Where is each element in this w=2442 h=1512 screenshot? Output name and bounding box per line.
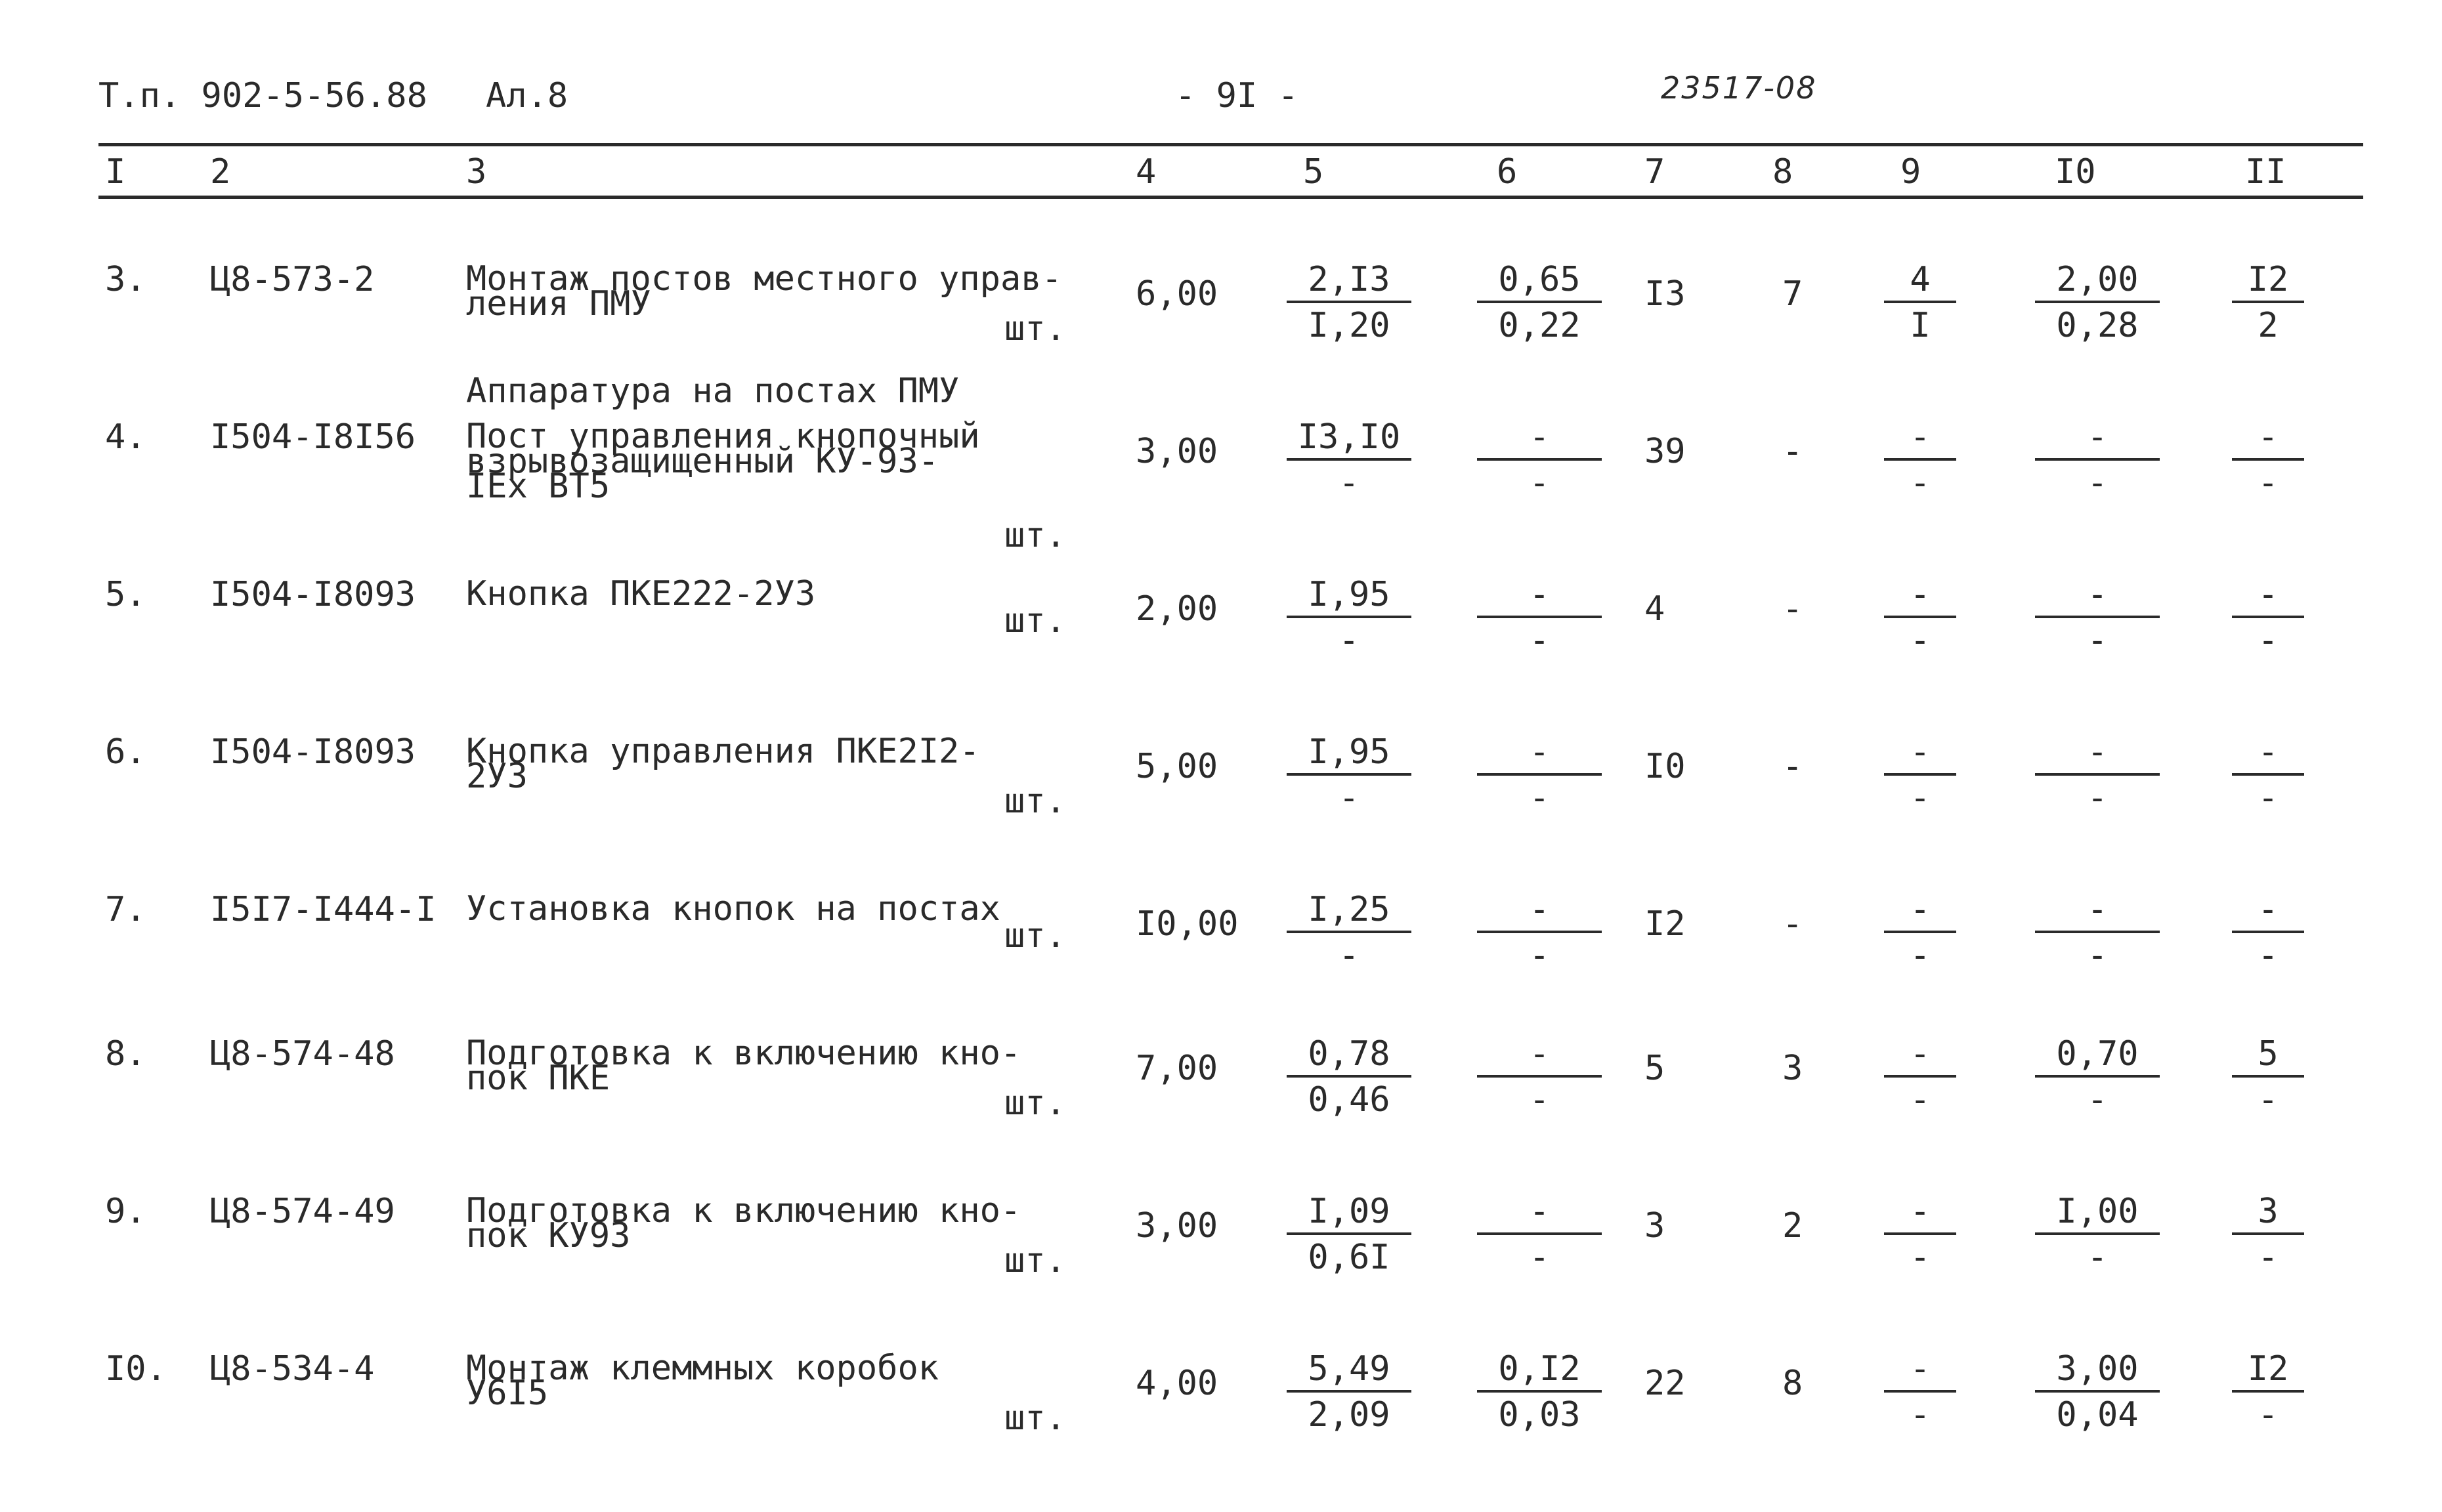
c5-numerator: 2,I3 [1287,262,1411,303]
col8-value: 2 [1782,1206,1803,1246]
col7-value: I2 [1644,904,1686,944]
c10-fraction [2035,1349,2160,1435]
c9-fraction [1884,1349,1956,1435]
c5-fraction [1287,1194,1411,1277]
c9-fraction [1884,1034,1956,1120]
row-number: 8. [105,1034,146,1074]
c11-numerator: 5 [2232,1037,2304,1078]
row-number: 7. [105,890,146,929]
c11-denominator: 2 [2258,306,2279,345]
col8-value: 7 [1782,274,1803,314]
work-description: Установка кнопок на постах [466,889,1000,929]
c6-denominator: - [1529,621,1550,660]
unit-label: шт. [1004,1398,1066,1438]
norm-code: I504-I8093 [210,575,416,614]
c6-denominator: - [1529,463,1550,503]
col-header-2: 2 [210,152,231,192]
work-description: Подготовка к включению кно- пок ПКЕ [466,1034,1021,1098]
section-heading: Аппаратура на постах ПМУ [466,371,960,411]
norm-code: I5I7-I444-I [210,890,437,929]
c11-numerator: 3 [2232,1194,2304,1235]
unit-label: шт. [1004,916,1066,956]
col-header-4: 4 [1136,152,1157,192]
header-top-rule [98,143,2363,146]
c11-fraction [2232,575,2304,660]
c9-numerator: - [1884,735,1956,776]
c11-fraction [2232,262,2304,345]
c6-denominator: - [1529,1238,1550,1277]
col8-value: - [1782,747,1803,786]
col-header-10: I0 [2055,152,2096,192]
header-bottom-rule [98,196,2363,199]
table-row [0,889,2442,1050]
c9-numerator: - [1884,1037,1956,1078]
c5-numerator: I,95 [1287,735,1411,776]
c9-denominator: I [1910,306,1931,345]
c5-denominator: - [1339,463,1360,503]
quantity: 2,00 [1136,589,1218,629]
col-header-1: I [105,152,126,192]
row-number: 5. [105,575,146,614]
work-description: Подготовка к включению кно- пок КУ93 [466,1191,1021,1255]
page-number: - 9I - [1175,76,1298,116]
quantity: 3,00 [1136,1206,1218,1246]
c5-denominator: 0,6I [1308,1238,1390,1277]
c10-fraction [2035,575,2160,660]
c6-numerator: - [1477,735,1602,776]
table-row [0,371,2442,578]
table-row [0,1191,2442,1352]
norm-code: Ц8-574-48 [210,1034,395,1074]
col-header-3: 3 [466,152,487,192]
col7-value: 22 [1644,1364,1686,1403]
c6-numerator: - [1477,420,1602,461]
c10-denominator: - [2087,1080,2108,1120]
album-label: Ал.8 [486,76,568,116]
c10-numerator: 2,00 [2035,262,2160,303]
c6-numerator: - [1477,1037,1602,1078]
c10-fraction [2035,1194,2160,1277]
c5-numerator: 0,78 [1287,1037,1411,1078]
c10-denominator: 0,04 [2056,1395,2139,1435]
unit-label: шт. [1004,1241,1066,1280]
c6-denominator: - [1529,1080,1550,1120]
c10-numerator: - [2035,735,2160,776]
stamp-number: 23517-08 [1661,70,1817,106]
table-row [0,1034,2442,1194]
c10-fraction [2035,732,2160,818]
c9-numerator: - [1884,892,1956,933]
c6-denominator: - [1529,778,1550,818]
c6-fraction [1477,1194,1602,1277]
quantity: 3,00 [1136,432,1218,471]
col7-value: I0 [1644,747,1686,786]
c10-numerator: 3,00 [2035,1352,2160,1393]
work-description: Кнопка управления ПКЕ2I2- 2У3 [466,732,980,796]
c11-denominator: - [2258,936,2279,975]
col-header-11: II [2245,152,2286,192]
table-row [0,259,2442,420]
c11-denominator: - [2258,1238,2279,1277]
c11-fraction [2232,1194,2304,1277]
c5-denominator: - [1339,936,1360,975]
c6-fraction [1477,732,1602,818]
unit-label: шт. [1004,309,1066,348]
c6-fraction [1477,262,1602,345]
c11-numerator: - [2232,420,2304,461]
c9-fraction [1884,575,1956,660]
col8-value: - [1782,432,1803,471]
c10-numerator: 0,70 [2035,1037,2160,1078]
c9-denominator: - [1910,1080,1931,1120]
work-description: Кнопка ПКЕ222-2У3 [466,574,816,614]
c5-numerator: I,09 [1287,1194,1411,1235]
quantity: 5,00 [1136,747,1218,786]
c11-denominator: - [2258,778,2279,818]
unit-label: шт. [1004,1083,1066,1123]
c5-fraction [1287,417,1411,503]
c5-fraction [1287,892,1411,975]
c11-numerator: I2 [2232,262,2304,303]
c6-fraction [1477,417,1602,503]
c9-denominator: - [1910,778,1931,818]
c6-fraction [1477,575,1602,660]
c10-denominator: - [2087,1238,2108,1277]
col8-value: - [1782,589,1803,629]
c11-denominator: - [2258,463,2279,503]
unit-label: шт. [1004,516,1066,555]
c5-denominator: - [1339,778,1360,818]
c5-numerator: I,95 [1287,578,1411,618]
row-number: 6. [105,732,146,772]
c9-numerator: 4 [1884,262,1956,303]
quantity: 6,00 [1136,274,1218,314]
c10-denominator: - [2087,778,2108,818]
c9-fraction [1884,892,1956,975]
c11-denominator: - [2258,1395,2279,1435]
c9-denominator: - [1910,1395,1931,1435]
c9-denominator: - [1910,463,1931,503]
c5-numerator: I,25 [1287,892,1411,933]
c5-denominator: I,20 [1308,306,1390,345]
c10-denominator: 0,28 [2056,306,2139,345]
row-number: I0. [105,1349,167,1389]
c6-denominator: 0,22 [1498,306,1581,345]
work-description: Пост управления кнопочный взрывозащищенный КУ-93- IEx ВТ5 [466,417,980,506]
c9-fraction [1884,262,1956,345]
col7-value: 3 [1644,1206,1665,1246]
c6-numerator: 0,I2 [1477,1352,1602,1393]
c5-numerator: 5,49 [1287,1352,1411,1393]
c9-fraction [1884,417,1956,503]
col8-value: - [1782,904,1803,944]
col-header-6: 6 [1497,152,1518,192]
c6-fraction [1477,1034,1602,1120]
c11-fraction [2232,1034,2304,1120]
table-row [0,1349,2442,1509]
col-header-9: 9 [1900,152,1921,192]
c9-numerator: - [1884,420,1956,461]
norm-code: Ц8-574-49 [210,1192,395,1231]
c11-fraction [2232,892,2304,975]
c10-numerator: - [2035,420,2160,461]
table-row [0,574,2442,735]
c5-fraction [1287,732,1411,818]
c6-numerator: - [1477,578,1602,618]
c11-numerator: - [2232,735,2304,776]
c6-fraction [1477,1349,1602,1435]
unit-label: шт. [1004,601,1066,640]
c9-denominator: - [1910,621,1931,660]
c5-numerator: I3,I0 [1287,420,1411,461]
c6-denominator: - [1529,936,1550,975]
c6-denominator: 0,03 [1498,1395,1581,1435]
norm-code: I504-I8I56 [210,417,416,457]
row-number: 3. [105,260,146,299]
c11-fraction [2232,1349,2304,1435]
quantity: I0,00 [1136,904,1239,944]
c6-numerator: - [1477,892,1602,933]
c9-fraction [1884,1194,1956,1277]
c9-denominator: - [1910,936,1931,975]
table-row [0,732,2442,892]
c11-numerator: - [2232,892,2304,933]
c6-fraction [1477,892,1602,975]
c9-denominator: - [1910,1238,1931,1277]
col7-value: 4 [1644,589,1665,629]
work-description: Монтаж постов местного управ- ления ПМУ [466,259,1062,324]
c6-numerator: - [1477,1194,1602,1235]
c6-numerator: 0,65 [1477,262,1602,303]
c10-denominator: - [2087,936,2108,975]
work-description: Монтаж клеммных коробок У6I5 [466,1349,939,1413]
c10-fraction [2035,892,2160,975]
norm-code: I504-I8093 [210,732,416,772]
c10-numerator: I,00 [2035,1194,2160,1235]
c5-denominator: 2,09 [1308,1395,1390,1435]
doc-code: Т.п. 902-5-56.88 [98,76,427,116]
c9-fraction [1884,732,1956,818]
c9-numerator: - [1884,1352,1956,1393]
c10-fraction [2035,417,2160,503]
row-number: 4. [105,417,146,457]
c10-denominator: - [2087,463,2108,503]
col-header-5: 5 [1303,152,1324,192]
c10-denominator: - [2087,621,2108,660]
col-header-8: 8 [1772,152,1793,192]
c10-numerator: - [2035,578,2160,618]
c10-fraction [2035,262,2160,345]
c9-numerator: - [1884,578,1956,618]
c10-numerator: - [2035,892,2160,933]
c5-denominator: 0,46 [1308,1080,1390,1120]
col8-value: 3 [1782,1049,1803,1088]
norm-code: Ц8-534-4 [210,1349,375,1389]
c5-fraction [1287,575,1411,660]
c11-denominator: - [2258,621,2279,660]
c11-denominator: - [2258,1080,2279,1120]
unit-label: шт. [1004,782,1066,821]
quantity: 4,00 [1136,1364,1218,1403]
col8-value: 8 [1782,1364,1803,1403]
c5-denominator: - [1339,621,1360,660]
col7-value: 39 [1644,432,1686,471]
row-number: 9. [105,1192,146,1231]
c11-numerator: - [2232,578,2304,618]
col7-value: I3 [1644,274,1686,314]
col-header-7: 7 [1644,152,1665,192]
c11-fraction [2232,417,2304,503]
col7-value: 5 [1644,1049,1665,1088]
c9-numerator: - [1884,1194,1956,1235]
c5-fraction [1287,1034,1411,1120]
c11-numerator: I2 [2232,1352,2304,1393]
c5-fraction [1287,1349,1411,1435]
norm-code: Ц8-573-2 [210,260,375,299]
quantity: 7,00 [1136,1049,1218,1088]
c10-fraction [2035,1034,2160,1120]
c5-fraction [1287,262,1411,345]
c11-fraction [2232,732,2304,818]
